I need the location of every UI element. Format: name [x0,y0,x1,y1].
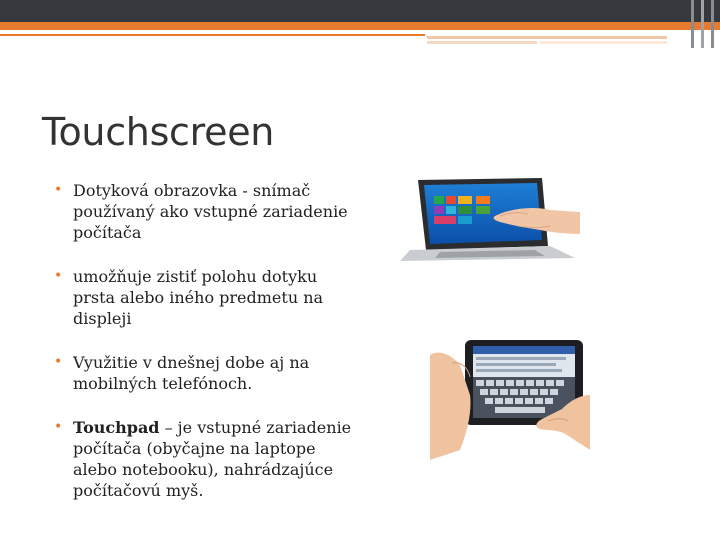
header-deco-bar [540,41,667,44]
header-deco-bar [427,36,667,39]
header-deco-bar [427,41,537,44]
bullet-dot: • [54,354,63,370]
bullet-item [54,352,354,394]
slide-title: Touchscreen [42,110,275,154]
bullet-dot: • [54,268,63,284]
bullet-list [54,180,354,524]
laptop-touch-image [400,176,580,261]
bullet-text: Dotyková obrazovka - snímač používaný ako vstupné zariadenie počítača [73,181,348,242]
bullet-text: umožňuje zistiť polohu dotyku prsta alebo iného predmetu na displeji [73,267,324,328]
bullet-dot: • [54,419,63,435]
bullet-bold-term: Touchpad [73,418,160,437]
bullet-item [54,417,354,501]
bullet-item [54,266,354,329]
header-thin-line [0,34,425,36]
bullet-text: – je vstupné zariadenie počítača (obyčajne na laptope alebo notebooku), nahrádzajúce počítačovú myš. [73,418,352,500]
tablet-hands-image [430,325,590,460]
bullet-dot: • [54,182,63,198]
bullet-text: Využitie v dnešnej dobe aj na mobilných telefónoch. [73,353,310,393]
bullet-item [54,180,354,243]
